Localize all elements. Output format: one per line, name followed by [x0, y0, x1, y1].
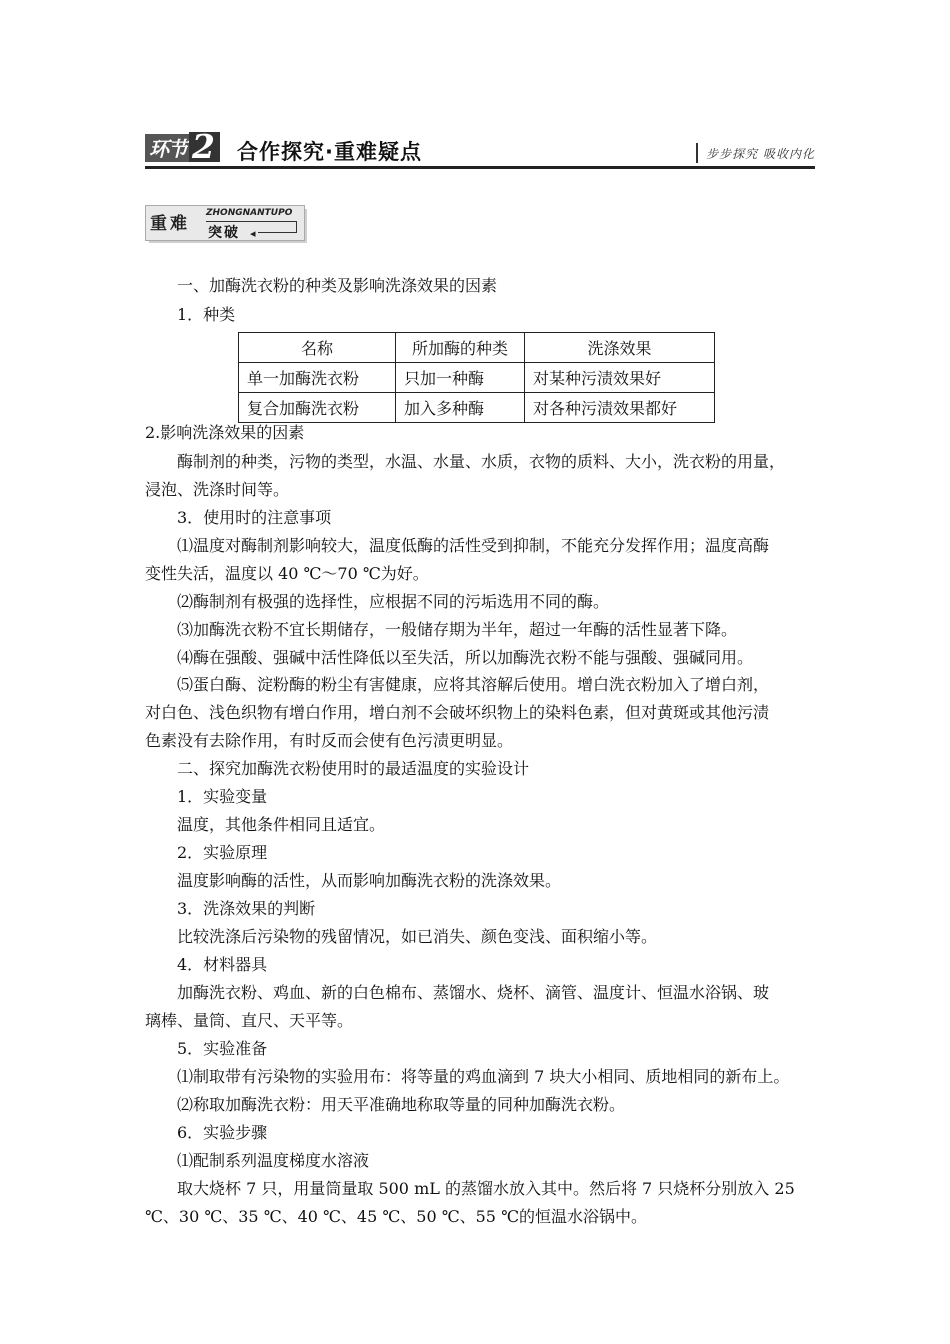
table-header-cell: 所加酶的种类 [396, 333, 525, 363]
tagline-divider [696, 143, 698, 163]
paragraph-line: 变性失活，温度以 40 ℃～70 ℃为好。 [145, 564, 429, 583]
paragraph-line: 温度，其他条件相同且适宜。 [177, 815, 386, 834]
subheading-types: 1．种类 [177, 305, 236, 324]
paragraph-line: ⑴配制系列温度梯度水溶液 [177, 1151, 370, 1170]
subheading: 5．实验准备 [177, 1039, 268, 1058]
heading-2: 二、探究加酶洗衣粉使用时的最适温度的实验设计 [177, 759, 530, 778]
section-tagline: 步步探究 吸收内化 [706, 146, 815, 161]
paragraph-line: 比较洗涤后污染物的残留情况，如已消失、颜色变浅、面积缩小等。 [177, 927, 658, 946]
paragraph-line: ⑴制取带有污染物的实验用布：将等量的鸡血滴到 7 块大小相同、质地相同的新布上。 [177, 1067, 790, 1086]
subheading-factors: 2.影响洗涤效果的因素 [145, 423, 305, 442]
paragraph-line: ℃、30 ℃、35 ℃、40 ℃、45 ℃、50 ℃、55 ℃的恒温水浴锅中。 [145, 1207, 647, 1226]
subheading: 4．材料器具 [177, 955, 268, 974]
paragraph-line: 温度影响酶的活性，从而影响加酶洗衣粉的洗涤效果。 [177, 871, 562, 890]
section-label [145, 127, 220, 166]
topic-badge [145, 205, 310, 245]
badge-pinyin: ZHONGNANTUPO [206, 208, 293, 218]
badge-bracket [258, 221, 297, 233]
table-row [239, 393, 715, 423]
section-header [145, 127, 815, 168]
subheading-notes: 3．使用时的注意事项 [177, 508, 332, 527]
table-cell: 复合加酶洗衣粉 [239, 393, 396, 423]
paragraph-line: 璃棒、量筒、直尺、天平等。 [145, 1011, 354, 1030]
table-cell: 只加一种酶 [396, 363, 525, 393]
section-number: 2 [189, 132, 220, 162]
section-tagline-group [696, 142, 815, 164]
paragraph-line: ⑸蛋白酶、淀粉酶的粉尘有害健康，应将其溶解后使用。增白洗衣粉加入了增白剂， [177, 675, 770, 694]
table-row [239, 363, 715, 393]
paragraph-line: ⑶加酶洗衣粉不宜长期储存，一般储存期为半年，超过一年酶的活性显著下降。 [177, 620, 738, 639]
paragraph-line: 酶制剂的种类，污物的类型，水温、水量、水质，衣物的质料、大小，洗衣粉的用量， [177, 452, 786, 471]
table-cell: 对某种污渍效果好 [525, 363, 715, 393]
paragraph-line: ⑵称取加酶洗衣粉：用天平准确地称取等量的同种加酶洗衣粉。 [177, 1095, 626, 1114]
paragraph-line: 色素没有去除作用，有时反而会使有色污渍更明显。 [145, 731, 514, 750]
table-cell: 对各种污渍效果都好 [525, 393, 715, 423]
badge-box [145, 205, 305, 241]
subheading: 1．实验变量 [177, 787, 268, 806]
table-cell: 加入多种酶 [396, 393, 525, 423]
heading-1: 一、加酶洗衣粉的种类及影响洗涤效果的因素 [177, 276, 498, 295]
badge-main-text: 重难 [150, 214, 190, 234]
badge-sub-text: 突破 [208, 225, 240, 241]
table-header-cell: 洗涤效果 [525, 333, 715, 363]
paragraph-line: ⑴温度对酶制剂影响较大，温度低酶的活性受到抑制，不能充分发挥作用；温度高酶 [177, 536, 770, 555]
paragraph-line: 浸泡、洗涤时间等。 [145, 480, 290, 499]
table-header-cell: 名称 [239, 333, 396, 363]
paragraph-line: 取大烧杯 7 只，用量筒量取 500 mL 的蒸馏水放入其中。然后将 7 只烧杯分别放入 25 [177, 1179, 795, 1198]
table-header-row [239, 333, 715, 363]
section-title: 合作探究·重难疑点 [237, 140, 422, 164]
table-cell: 单一加酶洗衣粉 [239, 363, 396, 393]
paragraph-line: 对白色、浅色织物有增白作用，增白剂不会破坏织物上的染料色素，但对黄斑或其他污渍 [145, 703, 770, 722]
subheading: 2．实验原理 [177, 843, 268, 862]
header-rule [145, 166, 815, 169]
paragraph-line: 加酶洗衣粉、鸡血、新的白色棉布、蒸馏水、烧杯、滴管、温度计、恒温水浴锅、玻 [177, 983, 770, 1002]
subheading: 3．洗涤效果的判断 [177, 899, 316, 918]
badge-arrow-icon: ◂ [250, 227, 256, 240]
section-word: 环节 [145, 134, 191, 162]
paragraph-line: ⑵酶制剂有极强的选择性，应根据不同的污垢选用不同的酶。 [177, 592, 610, 611]
subheading: 6．实验步骤 [177, 1123, 268, 1142]
enzyme-detergent-table [238, 332, 715, 423]
paragraph-line: ⑷酶在强酸、强碱中活性降低以至失活，所以加酶洗衣粉不能与强酸、强碱同用。 [177, 648, 754, 667]
